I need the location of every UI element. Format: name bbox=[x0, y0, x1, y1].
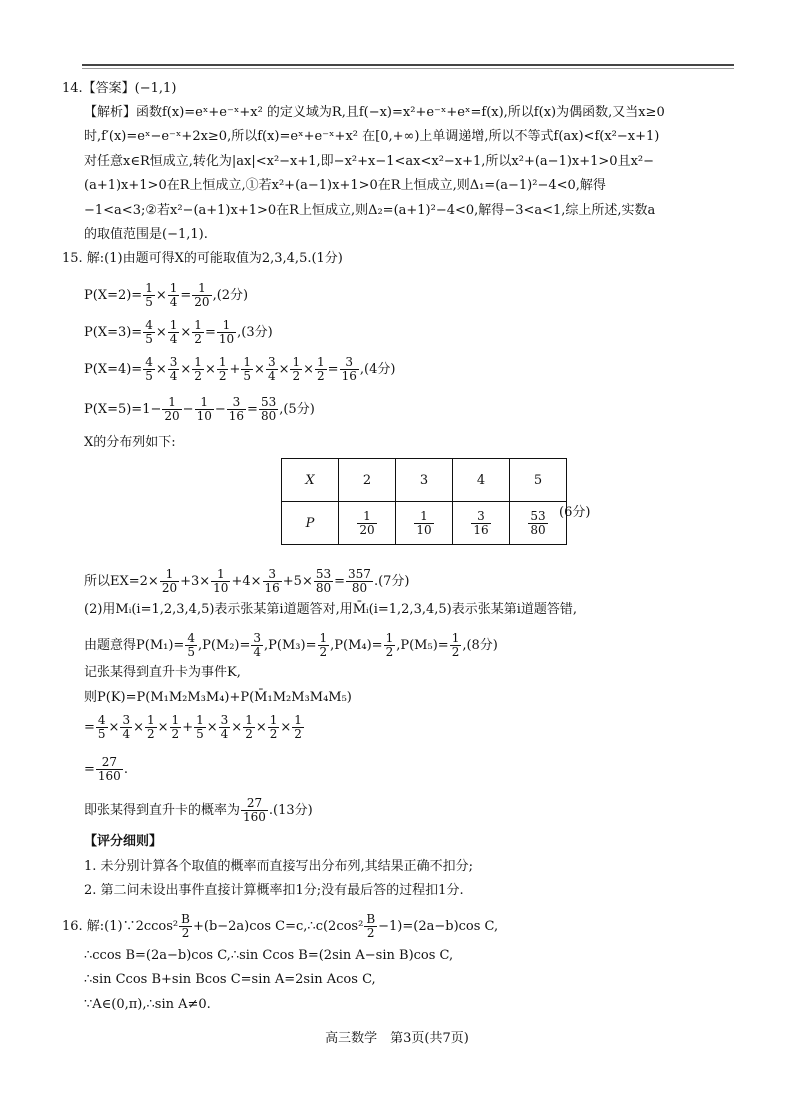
table-row bbox=[282, 459, 567, 502]
page-footer: 高三数学 第3页(共7页) bbox=[325, 1031, 469, 1046]
distribution-intro: X的分布列如下: bbox=[84, 435, 176, 450]
q14-line-5: −1<a<3;②若x²−(a+1)x+1>0在R上恒成立,则Δ₂=(a+1)²−4<0,解得−3<a<1,综上所述,实数a bbox=[84, 203, 656, 218]
table-cell: 3 bbox=[396, 459, 453, 502]
expectation-line: 所以EX=2× $\frac{1}{20}$ +3× $\frac{1}{10}$ +4× $\frac{3}{16}$ +5× $\frac{53}{80}$ = $\frac{357}{80}$ .(7分) bbox=[84, 567, 410, 595]
p-x3-line: P(X=3)= $\frac{4}{5}$ × $\frac{1}{4}$ × $\frac{1}{2}$ = $\frac{1}{10}$ ,(3分) bbox=[84, 318, 273, 346]
pk-expansion: = $\frac{4}{5}$ × $\frac{3}{4}$ × $\frac{1}{2}$ × $\frac{1}{2}$ + $\frac{1}{5}$ × $\frac{3}{4}$ × $\frac{1}{2}$ × $\frac{1}{2}$ × $\frac{1}{2}$ bbox=[84, 713, 302, 741]
rubric-title: 【评分细则】 bbox=[84, 834, 163, 849]
q14-line-2: 时,f′(x)=eˣ−e⁻ˣ+2x≥0,所以f(x)=eˣ+e⁻ˣ+x² 在[0,+∞)上单调递增,所以不等式f(ax)<f(x²−x+1) bbox=[84, 129, 660, 144]
header-rule bbox=[82, 64, 734, 66]
p-x2-line: P(X=2)= $\frac{1}{5}$ × $\frac{1}{4}$ = $\frac{1}{20}$ ,(2分) bbox=[84, 281, 249, 309]
table-cell: X bbox=[282, 459, 339, 502]
q16-line-2: ∴ccos B=(2a−b)cos C,∴sin Ccos B=(2sin A−sin B)cos C, bbox=[84, 948, 454, 963]
event-definition: 记张某得到直升卡为事件K, bbox=[84, 665, 241, 680]
q15-intro: 15. 解:(1)由题可得X的可能取值为2,3,4,5.(1分) bbox=[62, 251, 343, 266]
table-cell: 4 bbox=[453, 459, 510, 502]
q14-line-6: 的取值范围是(−1,1). bbox=[84, 227, 208, 242]
q14-answer: 14.【答案】(−1,1) bbox=[62, 81, 177, 96]
final-answer: 即张某得到直升卡的概率为 $\frac{27}{160}$ .(13分) bbox=[84, 796, 313, 824]
header-rule-thin bbox=[82, 68, 734, 69]
table-row bbox=[282, 502, 567, 545]
part2-line-1: (2)用Mᵢ(i=1,2,3,4,5)表示张某第i道题答对,用M̄ᵢ(i=1,2,3,4,5)表示张某第i道题答错, bbox=[84, 602, 578, 617]
rubric-item-2: 2. 第二问未设出事件直接计算概率扣1分;没有最后答的过程扣1分. bbox=[84, 883, 464, 898]
table-cell: $\frac{3}{16}$ bbox=[453, 502, 510, 545]
table-cell: 2 bbox=[339, 459, 396, 502]
pk-line: 则P(K)=P(M₁M₂M₃M₄)+P(M̄₁M₂M₃M₄M₅) bbox=[84, 690, 352, 705]
rubric-item-1: 1. 未分别计算各个取值的概率而直接写出分布列,其结果正确不扣分; bbox=[84, 859, 474, 874]
q14-line-4: (a+1)x+1>0在R上恒成立,①若x²+(a−1)x+1>0在R上恒成立,则Δ₁=(a−1)²−4<0,解得 bbox=[84, 178, 606, 193]
q16-line-4: ∵A∈(0,π),∴sin A≠0. bbox=[84, 997, 211, 1012]
table-cell: $\frac{1}{20}$ bbox=[339, 502, 396, 545]
part2-line-2: 由题意得P(M₁)= $\frac{4}{5}$ ,P(M₂)= $\frac{3}{4}$ ,P(M₃)= $\frac{1}{2}$ ,P(M₄)= $\frac{1}{2}$ ,P(M₅)= $\frac{1}{2}$ ,(8分) bbox=[84, 631, 498, 659]
q16-line-3: ∴sin Ccos B+sin Bcos C=sin A=2sin Acos C, bbox=[84, 972, 376, 987]
p-x4-line: P(X=4)= $\frac{4}{5}$ × $\frac{3}{4}$ × $\frac{1}{2}$ × $\frac{1}{2}$ + $\frac{1}{5}$ × $\frac{3}{4}$ × $\frac{1}{2}$ × $\frac{1}{2}$ = $\frac{3}{16}$ ,(4分) bbox=[84, 355, 396, 383]
q16-line-1: 16. 解:(1)∵2ccos² $\frac{B}{2}$ +(b−2a)cos C=c,∴c(2cos² $\frac{B}{2}$ −1)=(2a−b)cos C, bbox=[62, 912, 499, 940]
table-score-note: (6分) bbox=[559, 505, 591, 520]
table-cell: $\frac{1}{10}$ bbox=[396, 502, 453, 545]
q14-line-1: 【解析】函数f(x)=eˣ+e⁻ˣ+x² 的定义域为R,且f(−x)=x²+e⁻ˣ+eˣ=f(x),所以f(x)为偶函数,又当x≥0 bbox=[84, 105, 665, 120]
table-cell: 5 bbox=[510, 459, 567, 502]
pk-result: = $\frac{27}{160}$ . bbox=[84, 755, 128, 783]
q14-line-3: 对任意x∈R恒成立,转化为|ax|<x²−x+1,即−x²+x−1<ax<x²−x+1,所以x²+(a−1)x+1>0且x²− bbox=[84, 154, 655, 169]
table-cell: P bbox=[282, 502, 339, 545]
p-x5-line: P(X=5)=1− $\frac{1}{20}$ − $\frac{1}{10}$ − $\frac{3}{16}$ = $\frac{53}{80}$ ,(5分) bbox=[84, 395, 315, 423]
table-cell: $\frac{53}{80}$ bbox=[510, 502, 567, 545]
distribution-table bbox=[281, 458, 567, 545]
